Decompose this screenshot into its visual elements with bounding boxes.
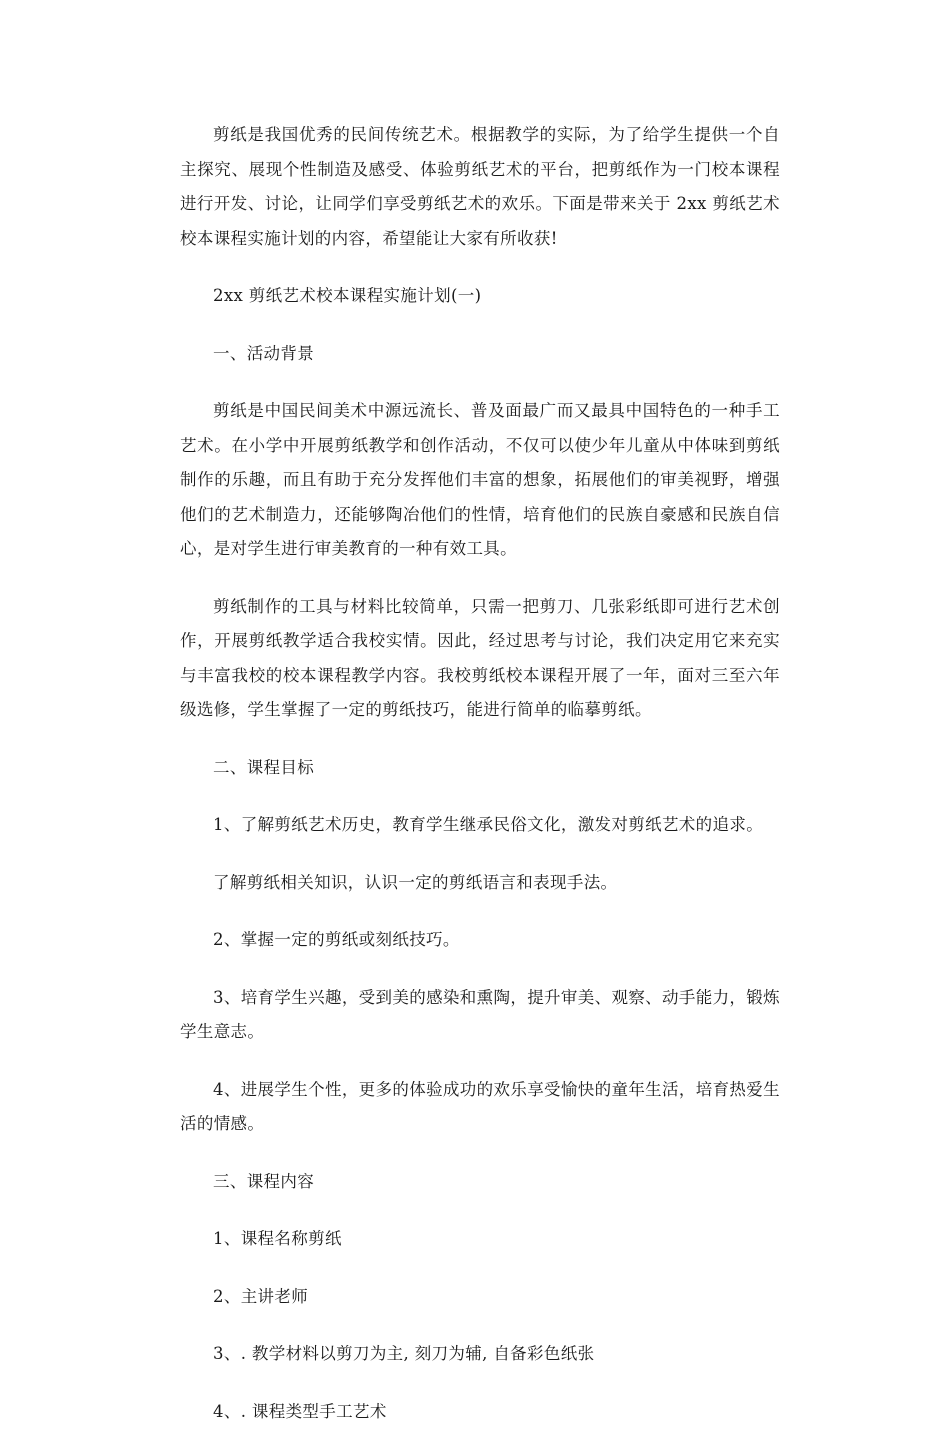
goal-item-3: 3、培育学生兴趣，受到美的感染和熏陶，提升审美、观察、动手能力，锻炼学生意志。 <box>180 987 780 1041</box>
goal-item-4: 4、进展学生个性，更多的体验成功的欢乐享受愉快的童年生活，培育热爱生活的情感。 <box>180 1079 780 1133</box>
content-item-1: 1、课程名称剪纸 <box>213 1229 342 1248</box>
section-heading-background: 一、活动背景 <box>213 343 315 363</box>
content-item-4: 4、. 课程类型手工艺术 <box>213 1401 387 1421</box>
section-heading-content: 三、课程内容 <box>213 1171 315 1191</box>
content-item-3: 3、. 教学材料以剪刀为主, 刻刀为辅, 自备彩色纸张 <box>213 1344 595 1363</box>
goal-item-2: 2、掌握一定的剪纸或刻纸技巧。 <box>213 930 460 949</box>
content-item-2: 2、主讲老师 <box>213 1286 309 1306</box>
background-paragraph-2: 剪纸制作的工具与材料比较简单，只需一把剪刀、几张彩纸即可进行艺术创作，开展剪纸教学适合我校实情。因此，经过思考与讨论，我们决定用它来充实与丰富我校的校本课程教学内容。我校剪纸校本课程开展了一年，面对三至六年级选修，学生掌握了一定的剪纸技巧，能进行简单的临摹剪纸。 <box>180 596 780 719</box>
goal-item-1-detail: 了解剪纸相关知识，认识一定的剪纸语言和表现手法。 <box>213 872 618 892</box>
document-page <box>180 118 780 1452</box>
plan-title: 2xx 剪纸艺术校本课程实施计划(一) <box>213 286 482 305</box>
section-heading-goals: 二、课程目标 <box>213 757 315 777</box>
goal-item-1: 1、了解剪纸艺术历史，教育学生继承民俗文化，激发对剪纸艺术的追求。 <box>213 815 764 834</box>
background-paragraph-1: 剪纸是中国民间美术中源远流长、普及面最广而又最具中国特色的一种手工艺术。在小学中开展剪纸教学和创作活动，不仅可以使少年儿童从中体味到剪纸制作的乐趣，而且有助于充分发挥他们丰富的想象，拓展他们的审美视野，增强他们的艺术制造力，还能够陶冶他们的性情，培育他们的民族自豪感和民族自信心，是对学生进行审美教育的一种有效工具。 <box>180 401 780 558</box>
intro-paragraph: 剪纸是我国优秀的民间传统艺术。根据教学的实际，为了给学生提供一个自主探究、展现个性制造及感受、体验剪纸艺术的平台，把剪纸作为一门校本课程进行开发、讨论，让同学们享受剪纸艺术的欢乐。下面是带来关于 2xx 剪纸艺术校本课程实施计划的内容，希望能让大家有所收获! <box>180 125 780 248</box>
